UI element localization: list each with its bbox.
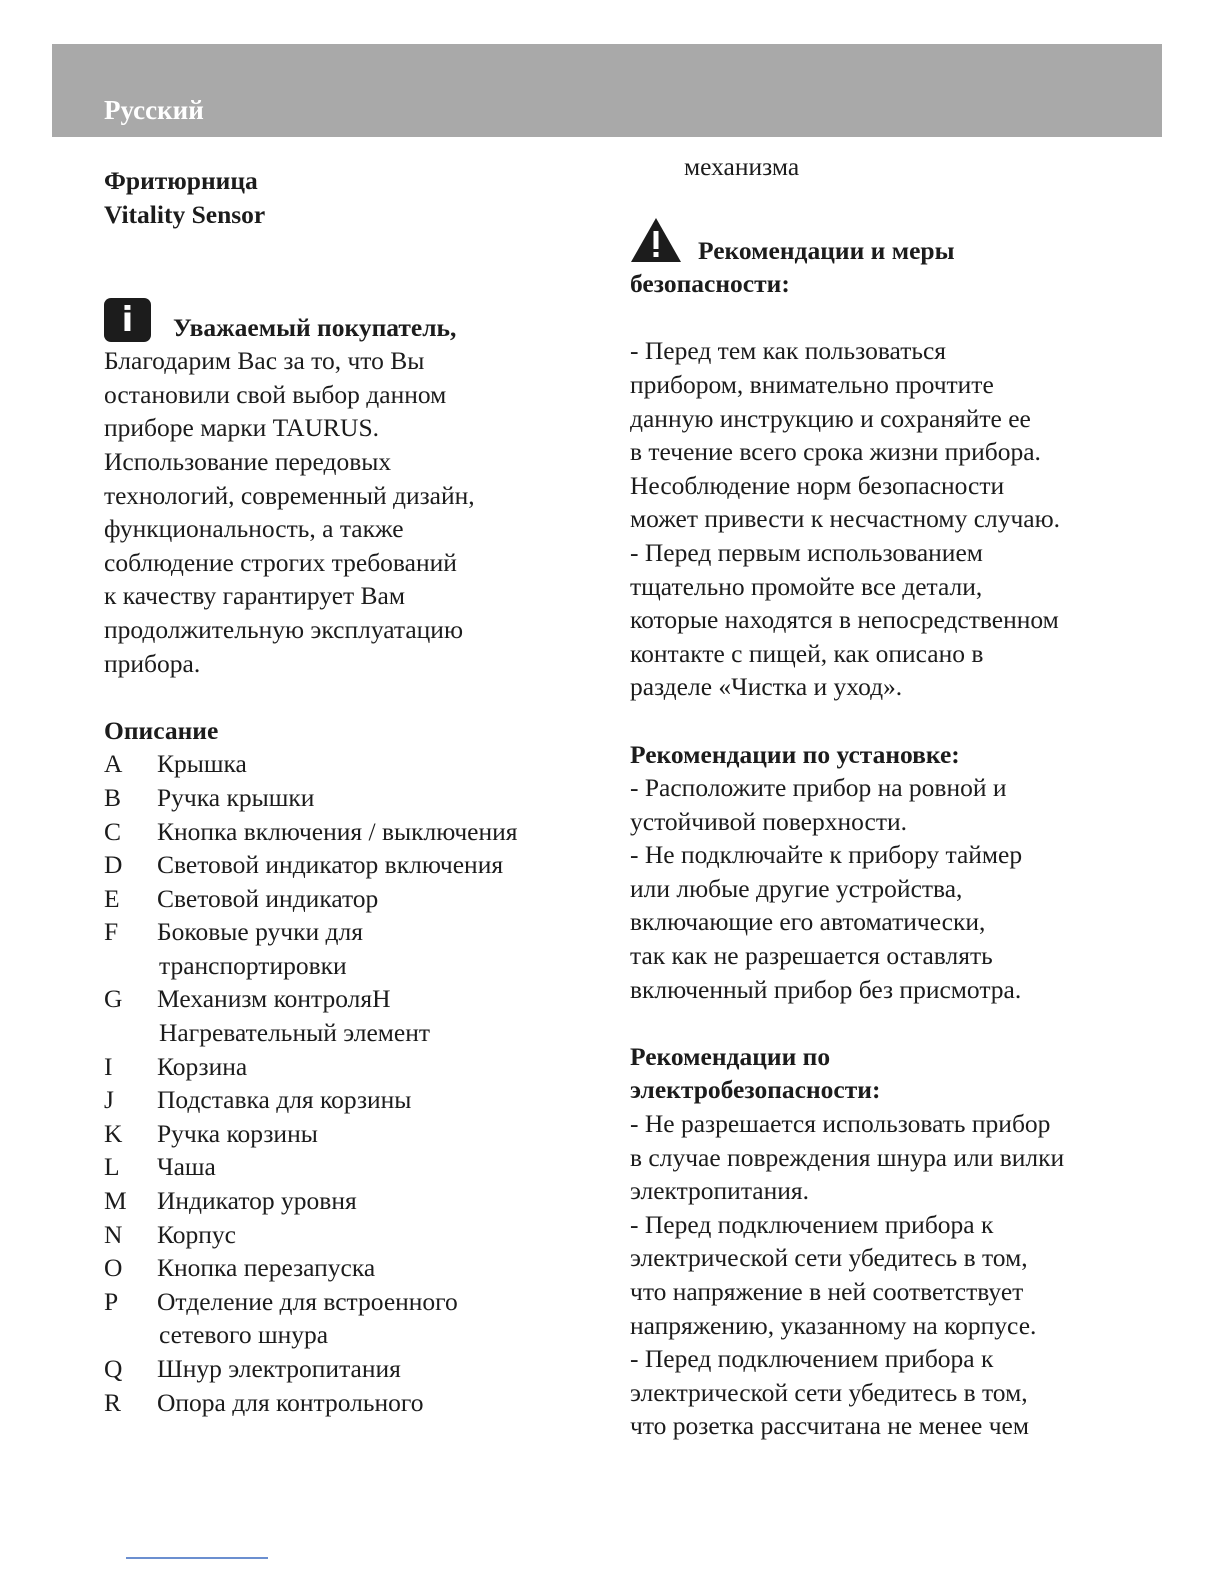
safety-heading: Рекомендации и меры: [698, 235, 955, 265]
greeting-line: соблюдение строгих требований: [104, 547, 457, 577]
warning-icon: [630, 217, 682, 263]
product-title-line2: Vitality Sensor: [104, 199, 266, 229]
description-item: C Кнопка включения / выключения: [104, 816, 518, 846]
description-item: F Боковые ручки для: [104, 917, 363, 947]
safety-paragraph: [630, 334, 1140, 704]
electric-line: что розетка рассчитана не менее чем: [630, 1411, 1029, 1441]
safety-line: может привести к несчастному случаю.: [630, 504, 1061, 534]
install-line: устойчивой поверхности.: [630, 806, 908, 836]
description-item: J Подставка для корзины: [104, 1085, 412, 1115]
description-item: N Корпус: [104, 1219, 236, 1249]
greeting-line: к качеству гарантирует Вам: [104, 581, 406, 611]
safety-line: Несоблюдение норм безопасности: [630, 470, 1005, 500]
safety-line: в течение всего срока жизни прибора.: [630, 437, 1041, 467]
continuation-text: механизма: [684, 152, 800, 181]
footer-rule: [126, 1557, 268, 1559]
install-heading: Рекомендации по установке:: [630, 739, 960, 769]
greeting-line: продолжительную эксплуатацию: [104, 614, 464, 644]
electric-line: напряжению, указанному на корпусе.: [630, 1310, 1037, 1340]
description-item-continued: Нагревательный элемент: [159, 1018, 431, 1048]
greeting-line: функциональность, а также: [104, 514, 404, 544]
greeting-line: приборе марки TAURUS.: [104, 413, 379, 443]
greeting-line: остановили свой выбор данном: [104, 379, 447, 409]
safety-line: тщательно промойте все детали,: [630, 571, 983, 601]
electric-heading: Рекомендации по: [630, 1041, 831, 1071]
language-header-band: [52, 44, 1162, 137]
description-item: D Световой индикатор включения: [104, 850, 504, 880]
description-list: [104, 747, 574, 1419]
install-line: - Расположите прибор на ровной и: [630, 773, 1007, 803]
install-line: или любые другие устройства,: [630, 873, 963, 903]
description-item: Q Шнур электропитания: [104, 1354, 401, 1383]
description-item-continued: транспортировки: [159, 950, 347, 980]
safety-line: - Перед тем как пользоваться: [630, 336, 947, 366]
product-title: [104, 164, 574, 231]
description-item-continued: сетевого шнура: [159, 1320, 329, 1350]
electric-line: электрической сети убедитесь в том,: [630, 1243, 1028, 1273]
description-item: G Механизм контроляН: [104, 984, 391, 1014]
description-item: M Индикатор уровня: [104, 1186, 357, 1216]
safety-line: прибором, внимательно прочтите: [630, 369, 994, 399]
safety-heading-line2: безопасности:: [630, 269, 790, 299]
description-item: P Отделение для встроенного: [104, 1286, 458, 1316]
electric-line: - Не разрешается использовать прибор: [630, 1109, 1051, 1139]
greeting-line: Использование передовых: [104, 446, 392, 476]
safety-heading-row: [630, 217, 1140, 267]
greeting-line: Благодарим Вас за то, что Вы: [104, 346, 425, 376]
description-item: K Ручка корзины: [104, 1118, 318, 1148]
description-item: A Крышка: [104, 749, 247, 779]
install-line: так как не разрешается оставлять: [630, 941, 993, 971]
electric-line: электрической сети убедитесь в том,: [630, 1377, 1028, 1407]
electric-line: - Перед подключением прибора к: [630, 1344, 994, 1374]
safety-line: данную инструкцию и сохраняйте ее: [630, 403, 1031, 433]
electric-heading-line2: электробезопасности:: [630, 1075, 881, 1105]
safety-line: разделе «Чистка и уход».: [630, 672, 903, 702]
description-heading: Описание: [104, 715, 219, 745]
right-column: [630, 150, 1140, 1443]
description-item: E Световой индикатор: [104, 883, 379, 913]
install-line: включенный прибор без присмотра.: [630, 974, 1022, 1004]
greeting-paragraph: [104, 344, 574, 680]
greeting-line: технологий, современный дизайн,: [104, 480, 475, 510]
install-line: включающие его автоматически,: [630, 907, 986, 937]
safety-line: - Перед первым использованием: [630, 537, 983, 567]
product-title-line1: Фритюрница: [104, 166, 258, 195]
electric-line: - Перед подключением прибора к: [630, 1209, 994, 1239]
left-column: [104, 164, 574, 1419]
greeting-heading-row: [104, 298, 574, 344]
greeting-heading: Уважаемый покупатель,: [173, 312, 457, 342]
description-item: R Опора для контрольного: [104, 1387, 424, 1417]
safety-line: контакте с пищей, как описано в: [630, 638, 984, 668]
description-item: L Чаша: [104, 1152, 216, 1182]
electric-line: что напряжение в ней соответствует: [630, 1277, 1024, 1306]
electric-paragraph: [630, 1107, 1140, 1443]
description-item: O Кнопка перезапуска: [104, 1253, 376, 1283]
description-item: B Ручка крышки: [104, 782, 315, 812]
install-line: - Не подключайте к прибору таймер: [630, 840, 1023, 870]
safety-line: которые находятся в непосредственном: [630, 605, 1059, 635]
install-paragraph: [630, 771, 1140, 1006]
language-label: Русский: [104, 95, 204, 125]
info-icon: i: [104, 298, 151, 342]
electric-line: электропитания.: [630, 1176, 809, 1206]
greeting-line: прибора.: [104, 648, 201, 678]
description-item: I Корзина: [104, 1051, 248, 1081]
electric-line: в случае повреждения шнура или вилки: [630, 1142, 1065, 1172]
